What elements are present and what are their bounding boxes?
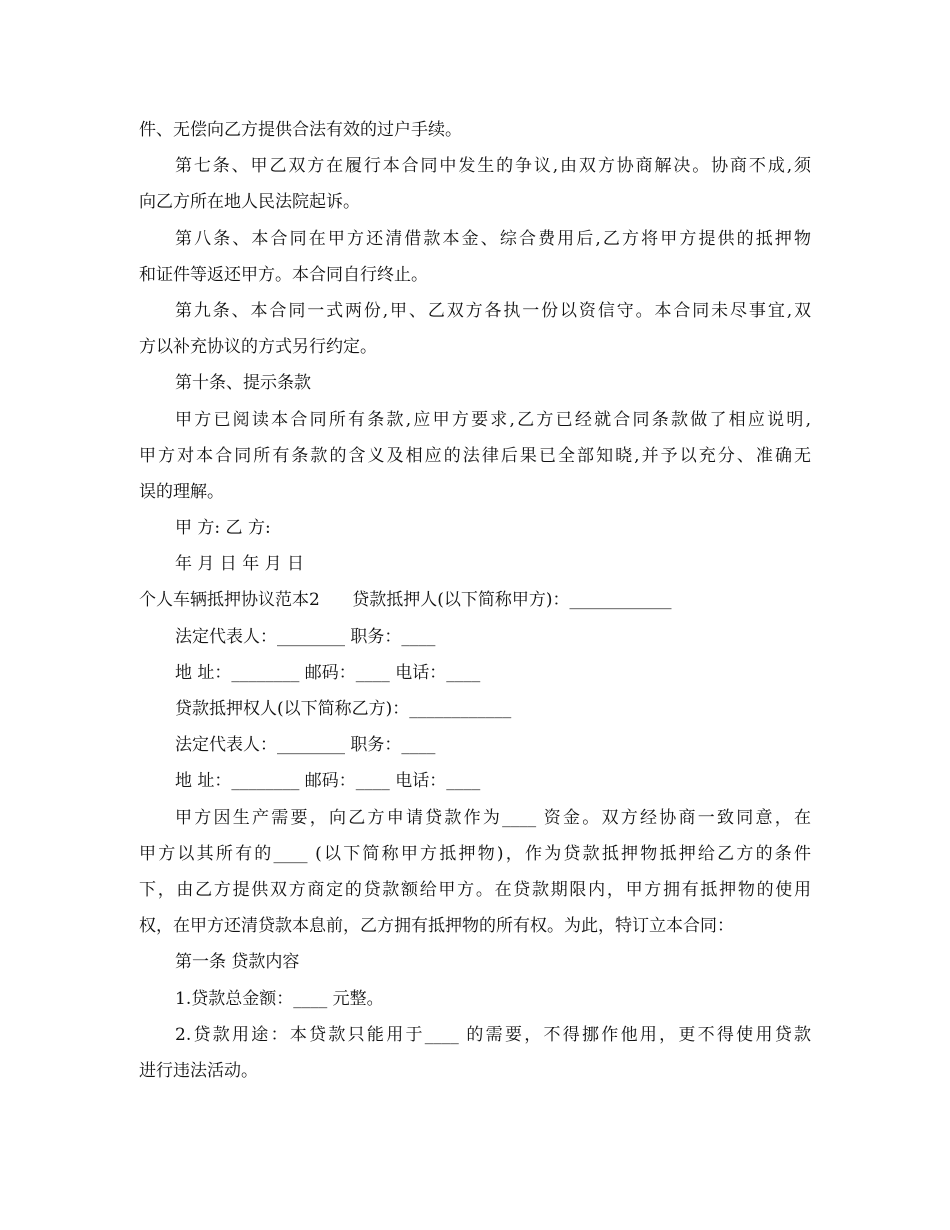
text-line: 第七条、甲乙双方在履行本合同中发生的争议,由双方协商解决。协商不成,须 [175,156,811,177]
text-line: 和证件等返还甲方。本合同自行终止。 [139,264,428,285]
text-line: 2.贷款用途：本贷款只能用于____ 的需要，不得挪作他用，更不得使用贷款 [175,1024,811,1045]
text-line: 第九条、本合同一式两份,甲、乙双方各执一份以资信守。本合同未尽事宜,双 [175,300,811,321]
text-line: 进行违法活动。 [139,1060,258,1081]
text-line: 个人车辆抵押协议范本2 贷款抵押人(以下简称甲方)：____________ [139,590,672,611]
text-line: 向乙方所在地人民法院起诉。 [139,192,360,213]
text-line: 误的理解。 [139,481,224,502]
text-line: 甲方已阅读本合同所有条款,应甲方要求,乙方已经就合同条款做了相应说明, [175,409,811,430]
text-line: 1.贷款总金额：____ 元整。 [175,988,384,1009]
text-line: 第八条、本合同在甲方还清借款本金、综合费用后,乙方将甲方提供的抵押物 [175,228,811,249]
text-line: 甲方以其所有的____ (以下简称甲方抵押物)，作为贷款抵押物抵押给乙方的条件 [139,843,811,864]
text-line: 法定代表人：________ 职务：____ [175,735,436,756]
document-body [139,112,811,1089]
text-line: 权，在甲方还清贷款本息前，乙方拥有抵押物的所有权。为此，特订立本合同： [139,916,734,937]
text-line: 第一条 贷款内容 [175,952,300,973]
text-line: 件、无偿向乙方提供合法有效的过户手续。 [139,120,462,140]
text-line: 甲方对本合同所有条款的含义及相应的法律后果已全部知晓,并予以充分、准确无 [139,445,811,466]
text-line: 第十条、提示条款 [175,373,311,394]
text-line: 方以补充协议的方式另行约定。 [139,337,377,358]
text-line: 甲 方: 乙 方: [175,518,271,539]
text-line: 地 址：________ 邮码：____ 电话：____ [175,771,481,792]
text-line: 地 址：________ 邮码：____ 电话：____ [175,662,481,683]
text-line: 贷款抵押权人(以下简称乙方)：____________ [175,699,512,719]
text-line: 甲方因生产需要，向乙方申请贷款作为____ 资金。双方经协商一致同意，在 [175,807,811,828]
text-line: 年 月 日 年 月 日 [175,554,305,575]
text-line: 下，由乙方提供双方商定的贷款额给甲方。在贷款期限内，甲方拥有抵押物的使用 [139,879,811,900]
text-line: 法定代表人：________ 职务：____ [175,626,436,647]
